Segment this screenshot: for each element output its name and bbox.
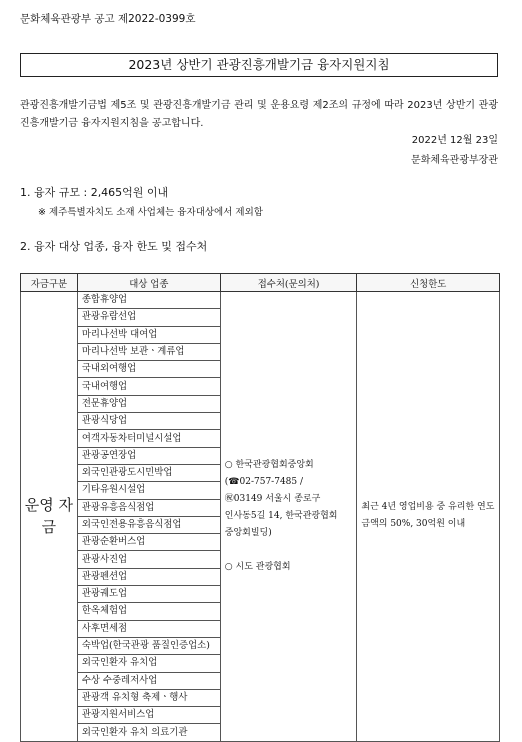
reception-line: ㊗03149 서울시 종로구 (224, 493, 321, 504)
industry-cell: 관광궤도업 (77, 586, 220, 603)
industry-cell: 관광사진업 (77, 551, 220, 568)
industry-cell: 전문휴양업 (77, 395, 220, 412)
reception-line: 인사동5길 14, 한국관광협회 (224, 510, 338, 521)
industry-cell: 관광객 유치형 축제ㆍ행사 (77, 689, 220, 706)
industry-cell: 관광공연장업 (77, 447, 220, 464)
issuing-organization: 문화체육관광부장관 (411, 155, 498, 166)
industry-cell: 숙박업(한국관광 품질인증업소) (77, 637, 220, 654)
reception-line (225, 542, 353, 559)
industry-cell: 종합휴양업 (77, 292, 220, 309)
table-header-row (21, 274, 500, 292)
industry-cell: 사후면세점 (77, 620, 220, 637)
industry-cell: 기타유원시설업 (77, 482, 220, 499)
reception-line: ○ 한국관광협회중앙회 (224, 459, 314, 470)
industry-cell: 국내여행업 (77, 378, 220, 395)
header-fund-type: 자금구분 (21, 274, 78, 292)
header-reception: 접수처(문의처) (220, 274, 357, 292)
industry-cell: 관광지원서비스업 (77, 707, 220, 724)
loan-table (20, 273, 500, 742)
reception-line: (☎02-757-7485 / (224, 476, 304, 487)
industry-cell: 관광유흥음식점업 (77, 499, 220, 516)
table-row (21, 292, 500, 309)
intro-paragraph: 관광진흥개발기금법 제5조 및 관광진흥개발기금 관리 및 운용요령 제2조의 규정에 따라 2023년 상반기 관광진흥개발기금 융자지원지침을 공고합니다. (20, 100, 498, 129)
industry-cell: 관광유람선업 (77, 309, 220, 326)
section-2-heading: 2. 융자 대상 업종, 융자 한도 및 접수처 (20, 240, 208, 253)
header-limit: 신청한도 (357, 274, 500, 292)
industry-cell: 외국인환자 유치 의료기관 (77, 724, 220, 741)
industry-cell: 외국인환자 유치업 (77, 655, 220, 672)
industry-cell: 마리나선박 보관ㆍ계류업 (77, 343, 220, 360)
header-industry: 대상 업종 (77, 274, 220, 292)
industry-cell: 관광식당업 (77, 413, 220, 430)
section-1-heading: 1. 융자 규모 : 2,465억원 이내 (20, 186, 169, 199)
reception-cell (220, 292, 357, 742)
industry-cell: 마리나선박 대여업 (77, 326, 220, 343)
notice-number: 문화체육관광부 공고 제2022-0399호 (20, 13, 196, 25)
industry-cell: 관광펜션업 (77, 568, 220, 585)
section-1-note: ※ 제주특별자치도 소재 사업체는 융자대상에서 제외함 (38, 207, 263, 218)
notice-date: 2022년 12월 23일 (411, 135, 498, 146)
table-body (21, 292, 500, 742)
fund-category-cell: 운영 자금 (21, 292, 78, 742)
reception-line: ○ 시도 관광협회 (224, 561, 291, 572)
industry-cell: 관광순환버스업 (77, 534, 220, 551)
industry-cell: 외국인전용유흥음식점업 (77, 516, 220, 533)
industry-cell: 한옥체험업 (77, 603, 220, 620)
industry-cell: 외국인관광도시민박업 (77, 464, 220, 481)
reception-line: 중앙회빌딩) (224, 527, 272, 538)
industry-cell: 수상 수중레저사업 (77, 672, 220, 689)
document-title: 2023년 상반기 관광진흥개발기금 융자지원지침 (20, 53, 498, 77)
industry-cell: 국내외여행업 (77, 361, 220, 378)
industry-cell: 여객자동차터미널시설업 (77, 430, 220, 447)
limit-cell: 최근 4년 영업비용 중 유리한 연도 금액의 50%, 30억원 이내 (357, 292, 500, 742)
